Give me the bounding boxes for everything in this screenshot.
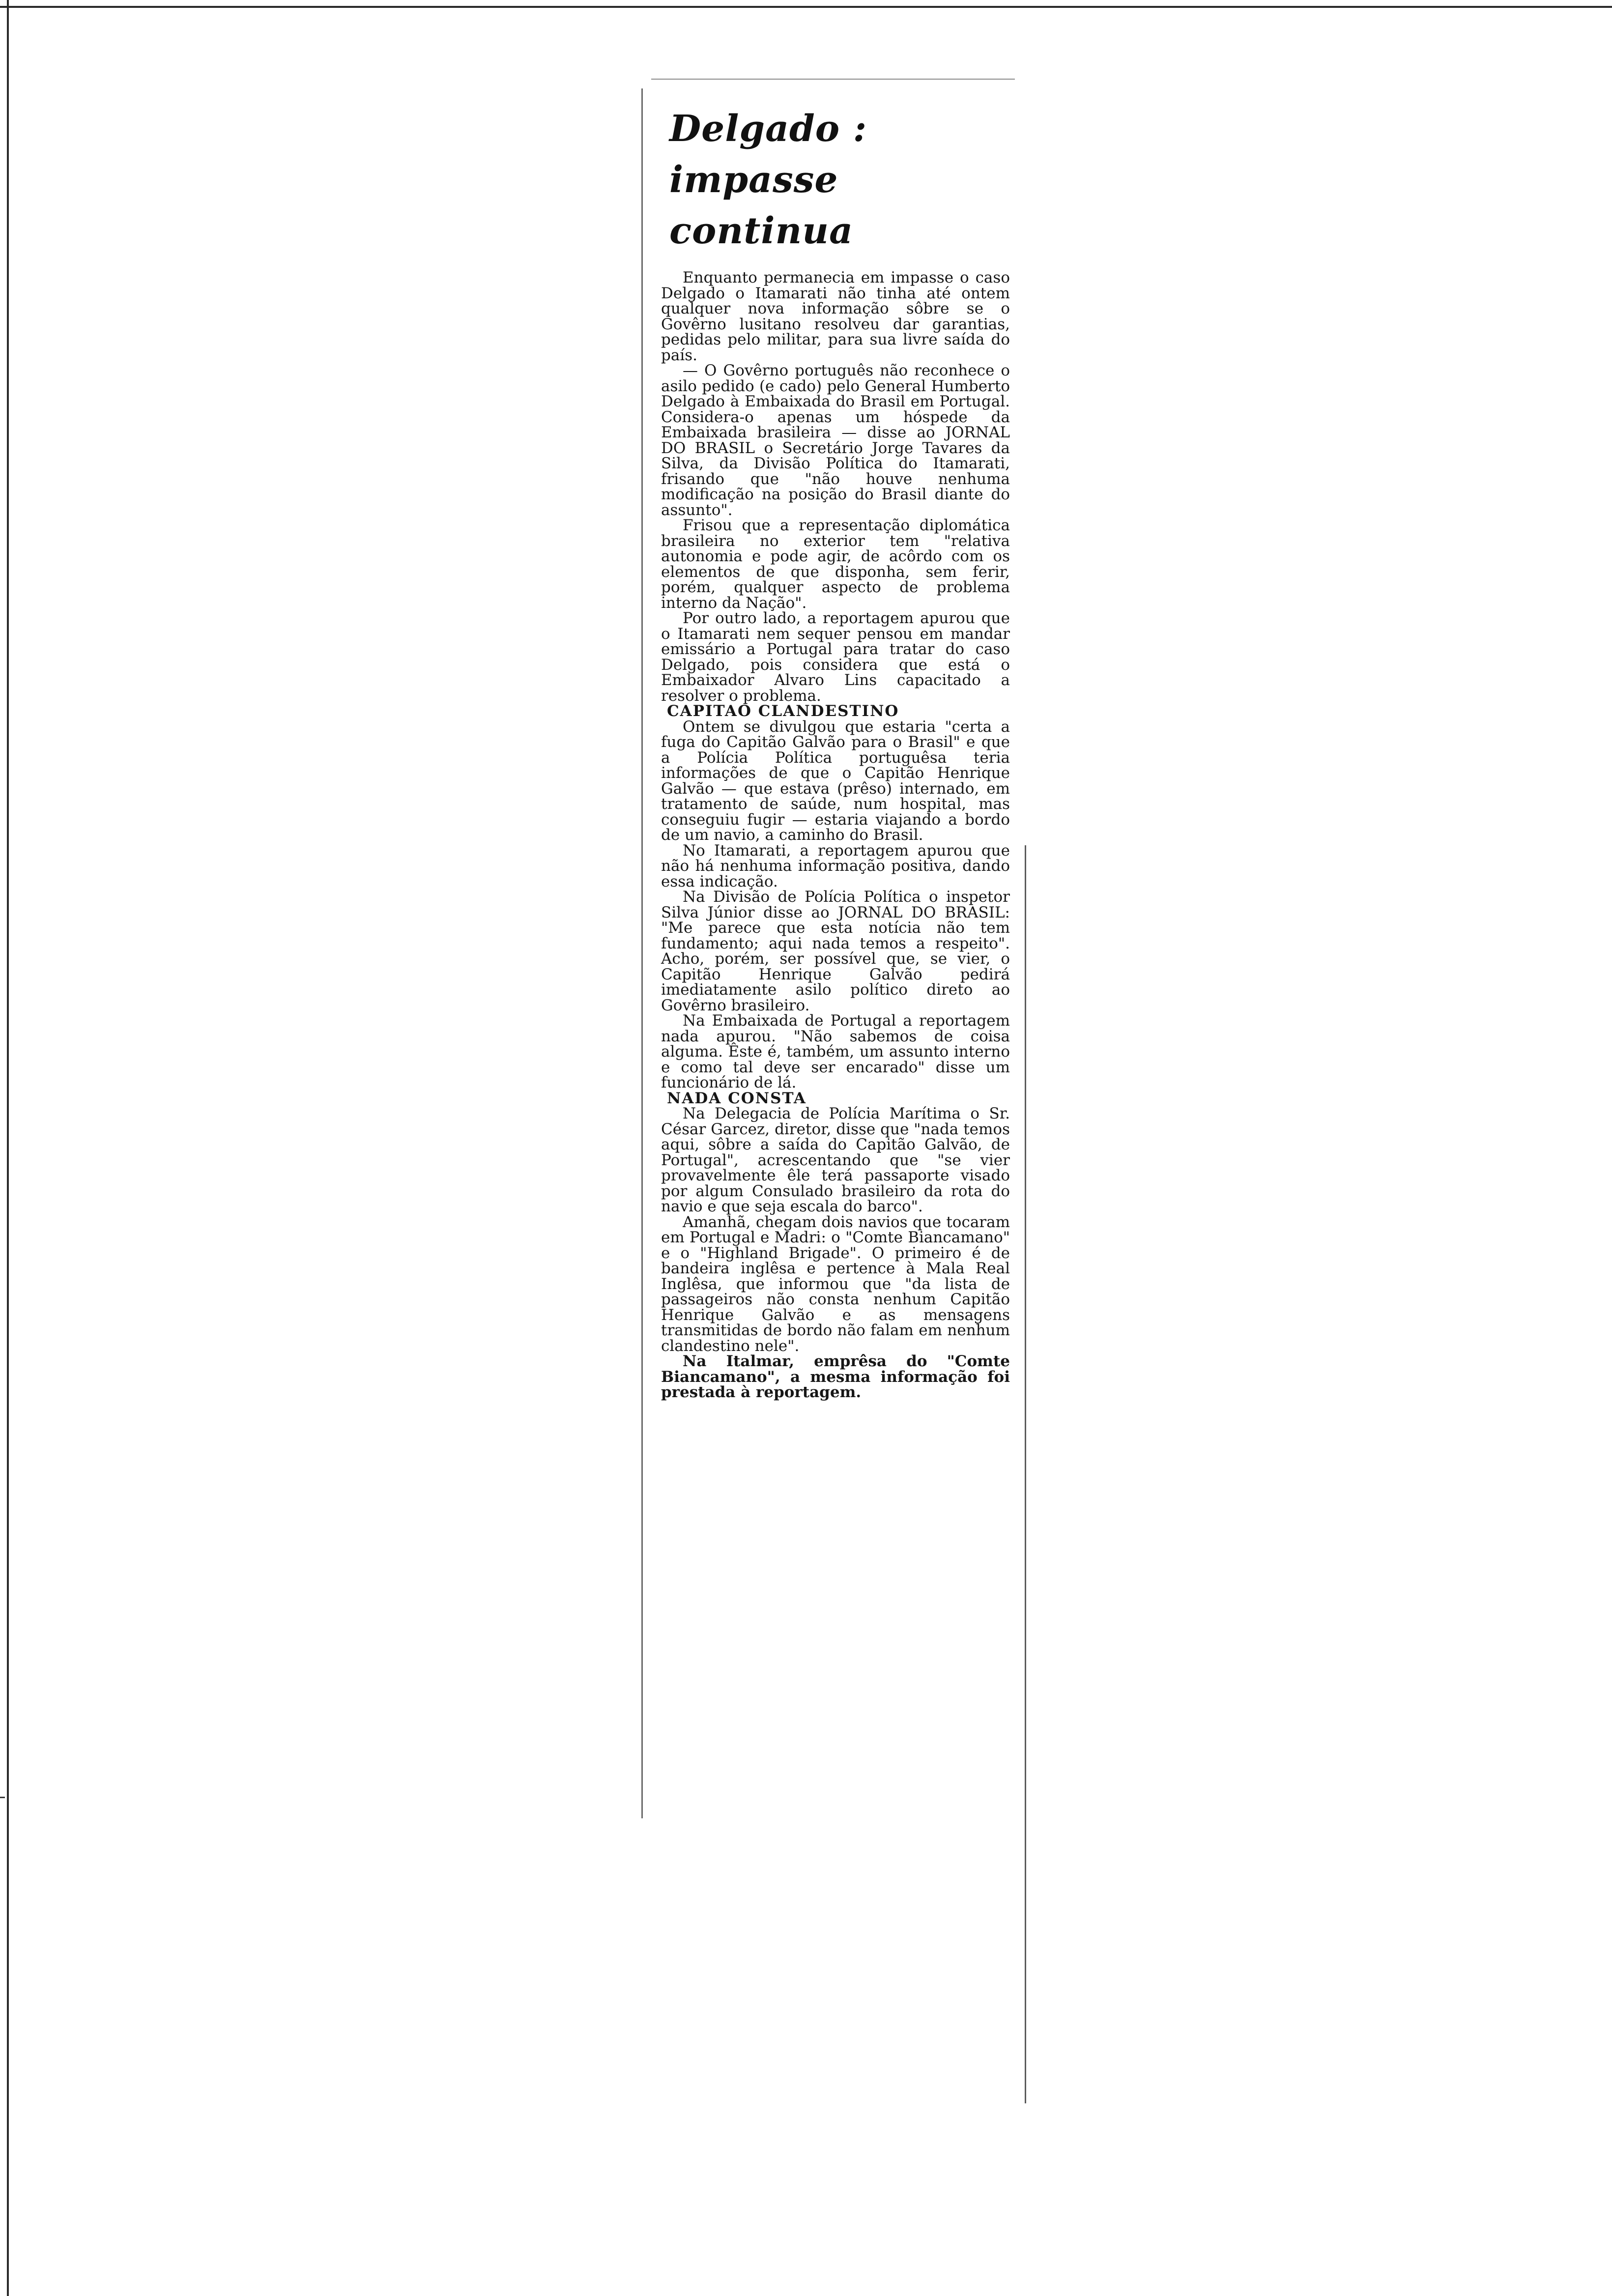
paragraph: Ontem se divulgou que estaria "certa a fuga do Capitão Galvão para o Brasil" e que a Polícia Política portuguêsa teria informações de que o Capitão Henrique Galvão — que estava (prêso) internado, em tratamento de saúde, num hospital, mas conseguiu fugir — estaria viajando a bordo de um navio, a caminho do Brasil. xyxy=(661,718,1010,844)
paragraph: Enquanto permanecia em impasse o caso Delgado o Itamarati não tinha até ontem qualquer nova informação sôbre se o Govêrno lusitano resolveu dar garantias, pedidas pelo militar, para sua livre saída do país. xyxy=(661,269,1010,364)
paragraph: Na Delegacia de Polícia Marítima o Sr. César Garcez, diretor, disse que "nada temos aqui, sôbre a saída do Capitão Galvão, de Portugal", acrescentando que "se vier provavelmente êle terá passaporte visado por algum Consulado brasileiro da rota do navio e que seja escala do barco". xyxy=(661,1105,1010,1215)
clipping-top-rule xyxy=(651,79,1015,80)
paragraph: Na Divisão de Polícia Política o inspetor Silva Júnior disse ao JORNAL DO BRASIL: "Me parece que esta notícia não tem fundamento; aqui nada temos a respeito". Acho, porém, ser possível que, se vier, o Capitão Henrique Galvão pedirá imediatamente asilo político direto ao Govêrno brasileiro. xyxy=(661,888,1010,1014)
closing-paragraph: Na Italmar, emprêsa do "Comte Biancamano", a mesma informação foi prestada à reportagem. xyxy=(661,1352,1010,1401)
newspaper-clipping xyxy=(641,79,1035,2044)
subheading-capitao-clandestino: CAPITAO CLANDESTINO xyxy=(667,702,899,720)
headline-line-3: continua xyxy=(669,210,854,252)
subheading-nada-consta: NADA CONSTA xyxy=(667,1089,806,1107)
scan-top-edge xyxy=(0,6,1612,8)
scan-edge-mark xyxy=(0,1797,5,1798)
paragraph: Frisou que a representação diplomática brasileira no exterior tem "relativa autonomia e pode agir, de acôrdo com os elementos de que disponha, sem ferir, porém, qualquer aspecto de problema interno da Nação". xyxy=(661,517,1010,612)
paragraph: Na Embaixada de Portugal a reportagem nada apurou. "Não sabemos de coisa alguma. Êste é, também, um assunto interno e como tal deve ser encarado" disse um funcionário de lá. xyxy=(661,1012,1010,1091)
scan-left-edge xyxy=(7,0,9,2296)
paragraph: — O Govêrno português não reconhece o asilo pedido (e cado) pelo General Humberto Delgado à Embaixada do Brasil em Portugal. Considera-o apenas um hóspede da Embaixada brasileira — disse ao JORNAL DO BRASIL o Secretário Jorge Tavares da Silva, da Divisão Política do Itamarati, frisando que "não houve nenhuma modificação na posição do Brasil diante do assunto". xyxy=(661,362,1010,519)
paragraph: Por outro lado, a reportagem apurou que o Itamarati nem sequer pensou em mandar emissário a Portugal para tratar do caso Delgado, pois considera que está o Embaixador Alvaro Lins capacitado a resolver o problema. xyxy=(661,609,1010,705)
article-body xyxy=(661,270,1010,1401)
headline xyxy=(669,103,1004,257)
clipping-right-rule xyxy=(1025,845,1026,2103)
paragraph: Amanhã, chegam dois navios que tocaram em Portugal e Madri: o "Comte Biancamano" e o "Highland Brigade". O primeiro é de bandeira inglêsa e pertence à Mala Real Inglêsa, que informou que "da lista de passageiros não consta nenhum Capitão Henrique Galvão e as mensagens transmitidas de bordo não falam em nenhum clandestino nele". xyxy=(661,1213,1010,1355)
headline-line-1: Delgado : xyxy=(669,108,867,150)
clipping-left-rule xyxy=(641,88,643,1818)
headline-line-2: impasse xyxy=(669,159,838,201)
paragraph: No Itamarati, a reportagem apurou que não há nenhuma informação positiva, dando essa indicação. xyxy=(661,841,1010,890)
